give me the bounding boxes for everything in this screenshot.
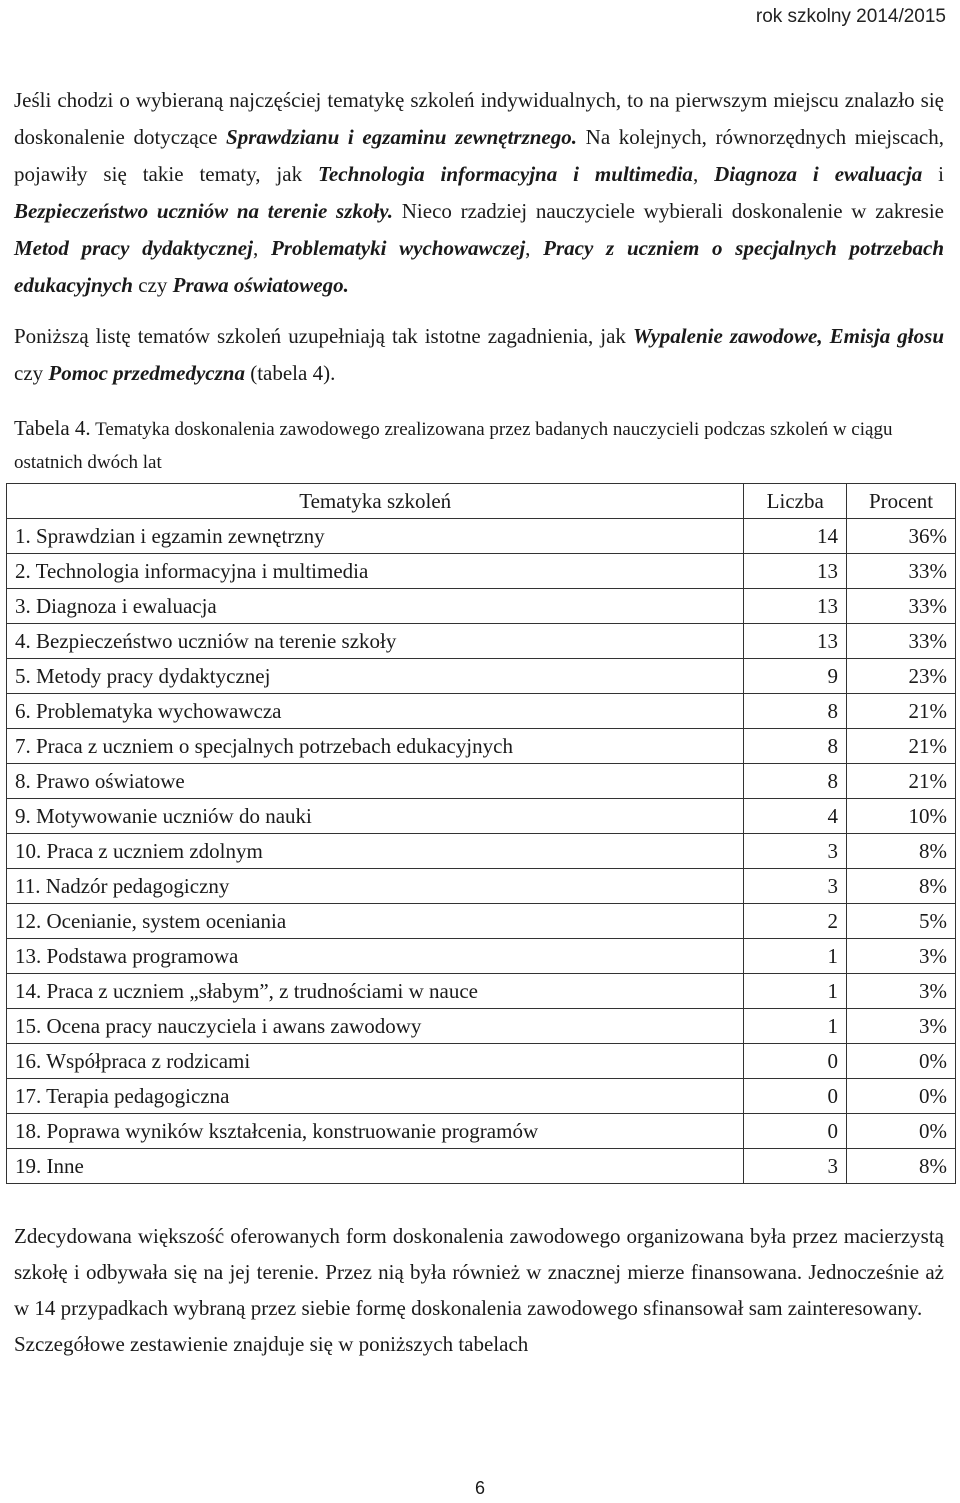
text-run: Na kolejnych, równorzędnych miejscach, pojawiły się takie tematy, jak bbox=[14, 125, 944, 186]
cell-topic: 8. Prawo oświatowe bbox=[7, 764, 744, 799]
cell-topic: 16. Współpraca z rodzicami bbox=[7, 1044, 744, 1079]
text-run: Nieco rzadziej nauczyciele wybierali doskonalenie w zakresie bbox=[393, 199, 944, 223]
cell-count: 8 bbox=[744, 694, 847, 729]
text-run: , bbox=[692, 162, 715, 186]
cell-count: 1 bbox=[744, 1009, 847, 1044]
emphasis-run: Metod pracy dydaktycznej bbox=[14, 236, 253, 260]
text-run: czy bbox=[132, 273, 173, 297]
cell-topic: 4. Bezpieczeństwo uczniów na terenie szkoły bbox=[7, 624, 744, 659]
cell-count: 13 bbox=[744, 554, 847, 589]
cell-topic: 3. Diagnoza i ewaluacja bbox=[7, 589, 744, 624]
text-run: , bbox=[252, 236, 271, 260]
table-row bbox=[7, 624, 956, 659]
table-row bbox=[7, 799, 956, 834]
cell-count: 0 bbox=[744, 1044, 847, 1079]
cell-percent: 3% bbox=[847, 974, 956, 1009]
cell-count: 1 bbox=[744, 939, 847, 974]
text-run: (tabela 4). bbox=[244, 361, 336, 385]
cell-topic: 5. Metody pracy dydaktycznej bbox=[7, 659, 744, 694]
paragraph-additional-topics bbox=[14, 318, 944, 392]
cell-count: 8 bbox=[744, 764, 847, 799]
cell-topic: 19. Inne bbox=[7, 1149, 744, 1184]
cell-percent: 8% bbox=[847, 869, 956, 904]
cell-topic: 6. Problematyka wychowawcza bbox=[7, 694, 744, 729]
cell-percent: 3% bbox=[847, 939, 956, 974]
emphasis-run: Technologia informacyjna i multimedia bbox=[318, 162, 693, 186]
table-header-row bbox=[7, 484, 956, 519]
table-row bbox=[7, 764, 956, 799]
cell-topic: 18. Poprawa wyników kształcenia, konstruowanie programów bbox=[7, 1114, 744, 1149]
cell-count: 3 bbox=[744, 869, 847, 904]
emphasis-run: Prawa oświatowego. bbox=[172, 273, 349, 297]
emphasis-run: Pomoc przedmedyczna bbox=[48, 361, 245, 385]
table-row bbox=[7, 1044, 956, 1079]
cell-count: 3 bbox=[744, 834, 847, 869]
table-row bbox=[7, 939, 956, 974]
cell-count: 2 bbox=[744, 904, 847, 939]
cell-percent: 33% bbox=[847, 589, 956, 624]
cell-percent: 23% bbox=[847, 659, 956, 694]
table-caption bbox=[14, 412, 944, 479]
paragraph-financing: Zdecydowana większość oferowanych form doskonalenia zawodowego organizowana była przez macierzystą szkołę i odbywała się na jej terenie. Przez nią była również w znacznej mierze finansowana. Jednocześnie aż w 14 przypadkach wybraną przez siebie formę doskonalenia zawodowego sfinansował sam zainteresowany. bbox=[14, 1224, 944, 1320]
table-row bbox=[7, 869, 956, 904]
paragraph-details-note: Szczegółowe zestawienie znajduje się w poniższych tabelach bbox=[14, 1332, 529, 1356]
cell-percent: 0% bbox=[847, 1044, 956, 1079]
cell-count: 9 bbox=[744, 659, 847, 694]
cell-count: 13 bbox=[744, 624, 847, 659]
cell-percent: 33% bbox=[847, 554, 956, 589]
cell-percent: 5% bbox=[847, 904, 956, 939]
emphasis-run: Sprawdzianu i egzaminu zewnętrznego. bbox=[226, 125, 578, 149]
emphasis-run: Pracy z uczniem o specjalnych potrzebach edukacyjnych bbox=[14, 236, 945, 297]
document-body bbox=[14, 82, 947, 1362]
training-topics-table bbox=[6, 483, 956, 1184]
emphasis-run: Problematyki wychowawczej bbox=[270, 236, 526, 260]
table-row bbox=[7, 834, 956, 869]
table-row bbox=[7, 729, 956, 764]
table-row bbox=[7, 1079, 956, 1114]
table-row bbox=[7, 904, 956, 939]
table-caption-text: Tematyka doskonalenia zawodowego zrealizowana przez badanych nauczycieli podczas szkoleń w ciągu ostatnich dwóch lat bbox=[14, 419, 893, 473]
header-percent: Procent bbox=[847, 484, 956, 519]
table-row bbox=[7, 589, 956, 624]
text-run: , bbox=[525, 236, 544, 260]
table-row bbox=[7, 1009, 956, 1044]
cell-percent: 8% bbox=[847, 834, 956, 869]
table-row bbox=[7, 1114, 956, 1149]
cell-percent: 0% bbox=[847, 1114, 956, 1149]
header-topic: Tematyka szkoleń bbox=[7, 484, 744, 519]
cell-topic: 12. Ocenianie, system oceniania bbox=[7, 904, 744, 939]
table-row bbox=[7, 1149, 956, 1184]
cell-percent: 21% bbox=[847, 694, 956, 729]
emphasis-run: Wypalenie zawodowe, Emisja głosu bbox=[632, 324, 944, 348]
cell-percent: 21% bbox=[847, 764, 956, 799]
cell-percent: 3% bbox=[847, 1009, 956, 1044]
paragraph-topics-intro bbox=[14, 82, 944, 304]
cell-count: 8 bbox=[744, 729, 847, 764]
page-number: 6 bbox=[474, 1478, 485, 1498]
cell-topic: 13. Podstawa programowa bbox=[7, 939, 744, 974]
cell-topic: 7. Praca z uczniem o specjalnych potrzebach edukacyjnych bbox=[7, 729, 744, 764]
cell-count: 0 bbox=[744, 1079, 847, 1114]
cell-topic: 2. Technologia informacyjna i multimedia bbox=[7, 554, 744, 589]
cell-topic: 15. Ocena pracy nauczyciela i awans zawodowy bbox=[7, 1009, 744, 1044]
cell-count: 13 bbox=[744, 589, 847, 624]
cell-percent: 0% bbox=[847, 1079, 956, 1114]
cell-percent: 33% bbox=[847, 624, 956, 659]
cell-topic: 11. Nadzór pedagogiczny bbox=[7, 869, 744, 904]
cell-topic: 17. Terapia pedagogiczna bbox=[7, 1079, 744, 1114]
text-run: Poniższą listę tematów szkoleń uzupełniają tak istotne zagadnienia, jak bbox=[14, 324, 633, 348]
cell-topic: 9. Motywowanie uczniów do nauki bbox=[7, 799, 744, 834]
text-run: czy bbox=[14, 361, 49, 385]
table-caption-label: Tabela 4. bbox=[14, 416, 91, 440]
header-count: Liczba bbox=[744, 484, 847, 519]
cell-topic: 10. Praca z uczniem zdolnym bbox=[7, 834, 744, 869]
emphasis-run: Bezpieczeństwo uczniów na terenie szkoły. bbox=[14, 199, 393, 223]
table-row bbox=[7, 694, 956, 729]
table-row bbox=[7, 974, 956, 1009]
table-row bbox=[7, 554, 956, 589]
text-run: i bbox=[922, 162, 944, 186]
cell-topic: 1. Sprawdzian i egzamin zewnętrzny bbox=[7, 519, 744, 554]
table-row bbox=[7, 659, 956, 694]
cell-count: 14 bbox=[744, 519, 847, 554]
table-row bbox=[7, 519, 956, 554]
table-body bbox=[7, 519, 956, 1184]
cell-percent: 10% bbox=[847, 799, 956, 834]
text-run: Jeśli chodzi o wybieraną najczęściej tematykę szkoleń indywidualnych, to na pierwszym miejscu znalazło się doskonalenie dotyczące bbox=[14, 88, 944, 149]
cell-percent: 8% bbox=[847, 1149, 956, 1184]
page-header: rok szkolny 2014/2015 bbox=[755, 6, 946, 27]
cell-count: 1 bbox=[744, 974, 847, 1009]
cell-count: 3 bbox=[744, 1149, 847, 1184]
cell-percent: 36% bbox=[847, 519, 956, 554]
cell-count: 4 bbox=[744, 799, 847, 834]
cell-count: 0 bbox=[744, 1114, 847, 1149]
emphasis-run: Diagnoza i ewaluacja bbox=[714, 162, 923, 186]
cell-topic: 14. Praca z uczniem „słabym”, z trudnościami w nauce bbox=[7, 974, 744, 1009]
cell-percent: 21% bbox=[847, 729, 956, 764]
